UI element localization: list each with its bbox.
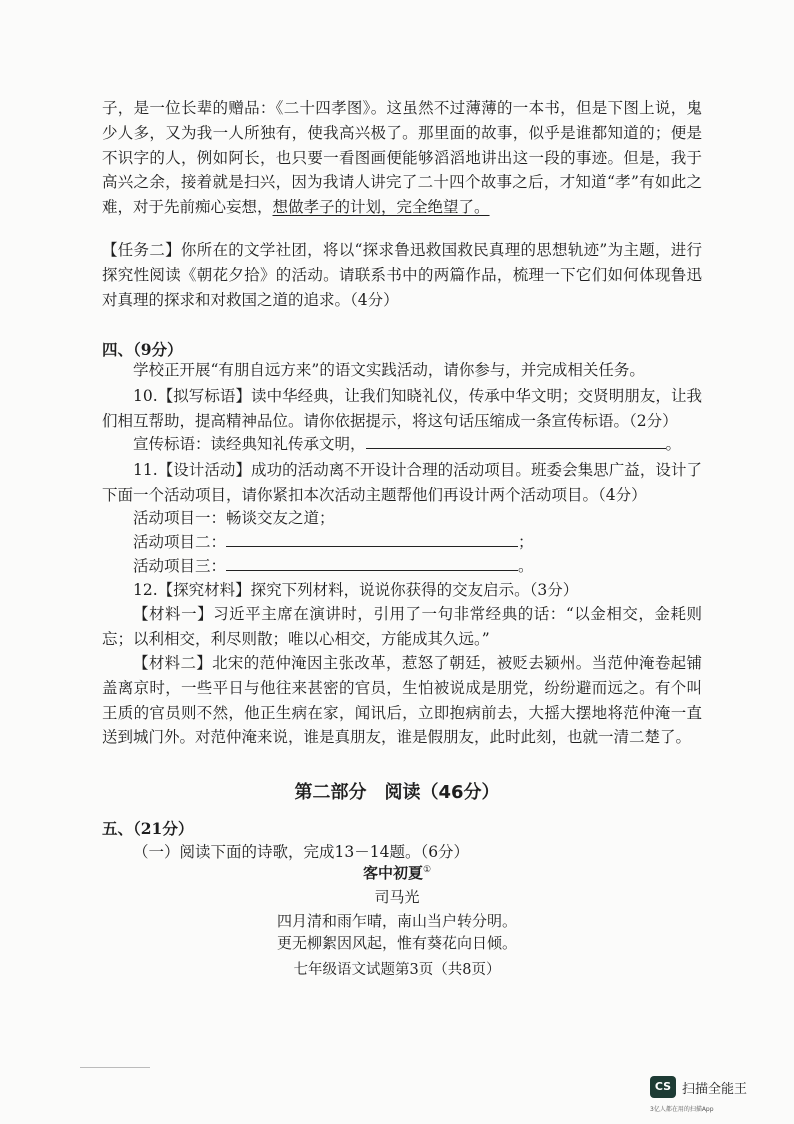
poem-title: 客中初夏① [362, 864, 432, 882]
cs-logo-icon: CS [650, 1076, 676, 1098]
activity-item-3: 活动项目三： 。 [133, 557, 534, 575]
footnote-mark: ① [422, 865, 432, 875]
activity-2-blank[interactable] [226, 532, 518, 547]
slogan-answer-blank[interactable] [366, 434, 666, 449]
material-two: 【材料二】北宋的范仲淹因主张改革，惹怒了朝廷，被贬去颍州。当范仲淹卷起铺盖离京时，一些平日与他往来甚密的官员，生怕被说成是朋党，纷纷避而远之。有个叫王质的官员则不然，他正生病在家，闻讯后，立即抱病前去，大摇大摆地将范仲淹一直送到城门外。对范仲淹来说，谁是真朋友，谁是假朋友，此时此刻，也就一清二楚了。 [102, 654, 702, 747]
question-10: 10.【拟写标语】读中华经典，让我们知晓礼仪，传承中华文明；交贤明朋友，让我们相互帮助，提高精神品位。请你依据提示，将这句话压缩成一条宣传标语。（2分） [102, 387, 702, 430]
part-two-title: 第二部分 阅读（46分） [294, 782, 500, 803]
sub-question-1: （一）阅读下面的诗歌，完成13－14题。（6分） [133, 843, 470, 861]
page-footer: 七年级语文试题第3页（共8页） [293, 962, 501, 978]
section-four-heading: 四、（9分） [102, 340, 183, 359]
scanner-logo [650, 1076, 780, 1116]
poem-line-1: 四月清和雨乍晴，南山当户转分明。 [276, 912, 517, 930]
material-one: 【材料一】习近平主席在演讲时，引用了一句非常经典的话：“以金相交，金耗则忘；以利相交，利尽则散；唯以心相交，方能成其久远。” [102, 605, 702, 648]
slogan-line: 宣传标语：读经典知礼传承文明， 。 [133, 435, 682, 453]
top-paragraph: 子，是一位长辈的赠品：《二十四孝图》。这虽然不过薄薄的一本书，但是下图上说，鬼少人多，又为我一人所独有，使我高兴极了。那里面的故事，似乎是谁都知道的；便是不识字的人，例如阿长，也只要一看图画便能够滔滔地讲出这一段的事迹。但是，我于高兴之余，接着就是扫兴，因为我请人讲完了二十四个故事之后，才知道“孝”有如此之难，对于先前痴心妄想，想做孝子的计划，完全绝望了。 [102, 99, 702, 217]
section-four-intro: 学校正开展“有朋自远方来”的语文实践活动，请你参与，并完成相关任务。 [133, 361, 645, 379]
task-two: 【任务二】你所在的文学社团，将以“探求鲁迅救国救民真理的思想轨迹”为主题，进行探究性阅读《朝花夕拾》的活动。请联系书中的两篇作品，梳理一下它们如何体现鲁迅对真理的探求和对救国之道的追求。（4分） [102, 241, 702, 309]
activity-3-blank[interactable] [226, 556, 518, 571]
scan-divider [80, 1067, 150, 1068]
logo-tagline: 3亿人都在用的扫描App [650, 1106, 714, 1113]
activity-item-1: 活动项目一：畅谈交友之道； [133, 509, 335, 527]
question-11: 11.【设计活动】成功的活动离不开设计合理的活动项目。班委会集思广益，设计了下面一个活动项目，请你紧扣本次活动主题帮他们再设计两个活动项目。（4分） [102, 461, 702, 504]
activity-item-2: 活动项目二： ； [133, 533, 534, 551]
slogan-prefix: 宣传标语：读经典知礼传承文明， [133, 435, 366, 453]
logo-name: 扫描全能王 [682, 1082, 748, 1097]
question-12: 12.【探究材料】探究下列材料，说说你获得的交友启示。（3分） [133, 581, 579, 599]
poem-line-2: 更无柳絮因风起，惟有葵花向日倾。 [276, 934, 517, 952]
section-five-heading: 五、（21分） [102, 819, 194, 838]
underlined-text: 想做孝子的计划，完全绝望了。 [272, 198, 490, 217]
poem-author: 司马光 [374, 888, 420, 906]
